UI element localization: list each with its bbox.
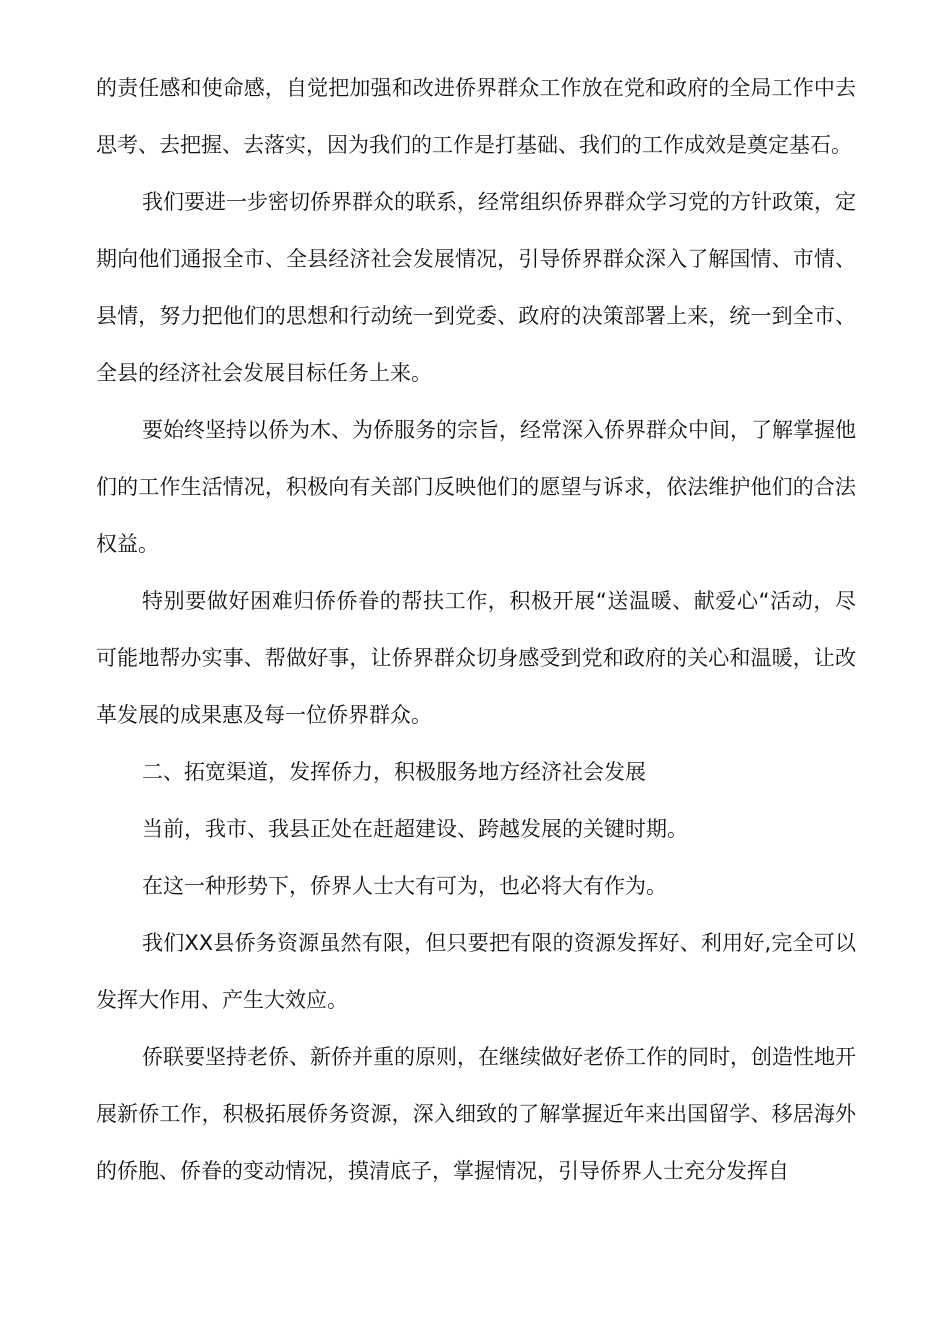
paragraph-7: 我们XX县侨务资源虽然有限，但只要把有限的资源发挥好、利用好,完全可以发挥大作用、产生大效应。 xyxy=(96,931,856,1012)
section-heading: 二、拓宽渠道，发挥侨力，积极服务地方经济社会发展 xyxy=(142,760,646,784)
paragraph-4: 特别要做好困难归侨侨眷的帮扶工作，积极开展“送温暖、献爱心“活动，尽可能地帮办实事、帮做好事，让侨界群众切身感受到党和政府的关心和温暖，让改革发展的成果惠及每一位侨界群众。 xyxy=(96,589,856,727)
paragraph-1: 的责任感和使命感，自觉把加强和改进侨界群众工作放在党和政府的全局工作中去思考、去把握、去落实，因为我们的工作是打基础、我们的工作成效是奠定基石。 xyxy=(96,76,856,157)
document-page xyxy=(96,60,856,1200)
paragraph-5: 当前，我市、我县正处在赶超建设、跨越发展的关键时期。 xyxy=(142,817,688,841)
paragraph-8: 侨联要坚持老侨、新侨并重的原则，在继续做好老侨工作的同时，创造性地开展新侨工作，积极拓展侨务资源，深入细致的了解掌握近年来出国留学、移居海外的侨胞、侨眷的变动情况，摸清底子，掌握情况，引导侨界人士充分发挥自 xyxy=(96,1045,856,1183)
paragraph-6: 在这一种形势下，侨界人士大有可为，也必将大有作为。 xyxy=(142,874,667,898)
paragraph-3: 要始终坚持以侨为木、为侨服务的宗旨，经常深入侨界群众中间，了解掌握他们的工作生活情况，积极向有关部门反映他们的愿望与诉求，依法维护他们的合法权益。 xyxy=(96,418,856,556)
paragraph-2: 我们要进一步密切侨界群众的联系，经常组织侨界群众学习党的方针政策，定期向他们通报全市、全县经济社会发展情况，引导侨界群众深入了解国情、市情、县情，努力把他们的思想和行动统一到党委、政府的决策部署上来，统一到全市、全县的经济社会发展目标任务上来。 xyxy=(96,190,856,385)
